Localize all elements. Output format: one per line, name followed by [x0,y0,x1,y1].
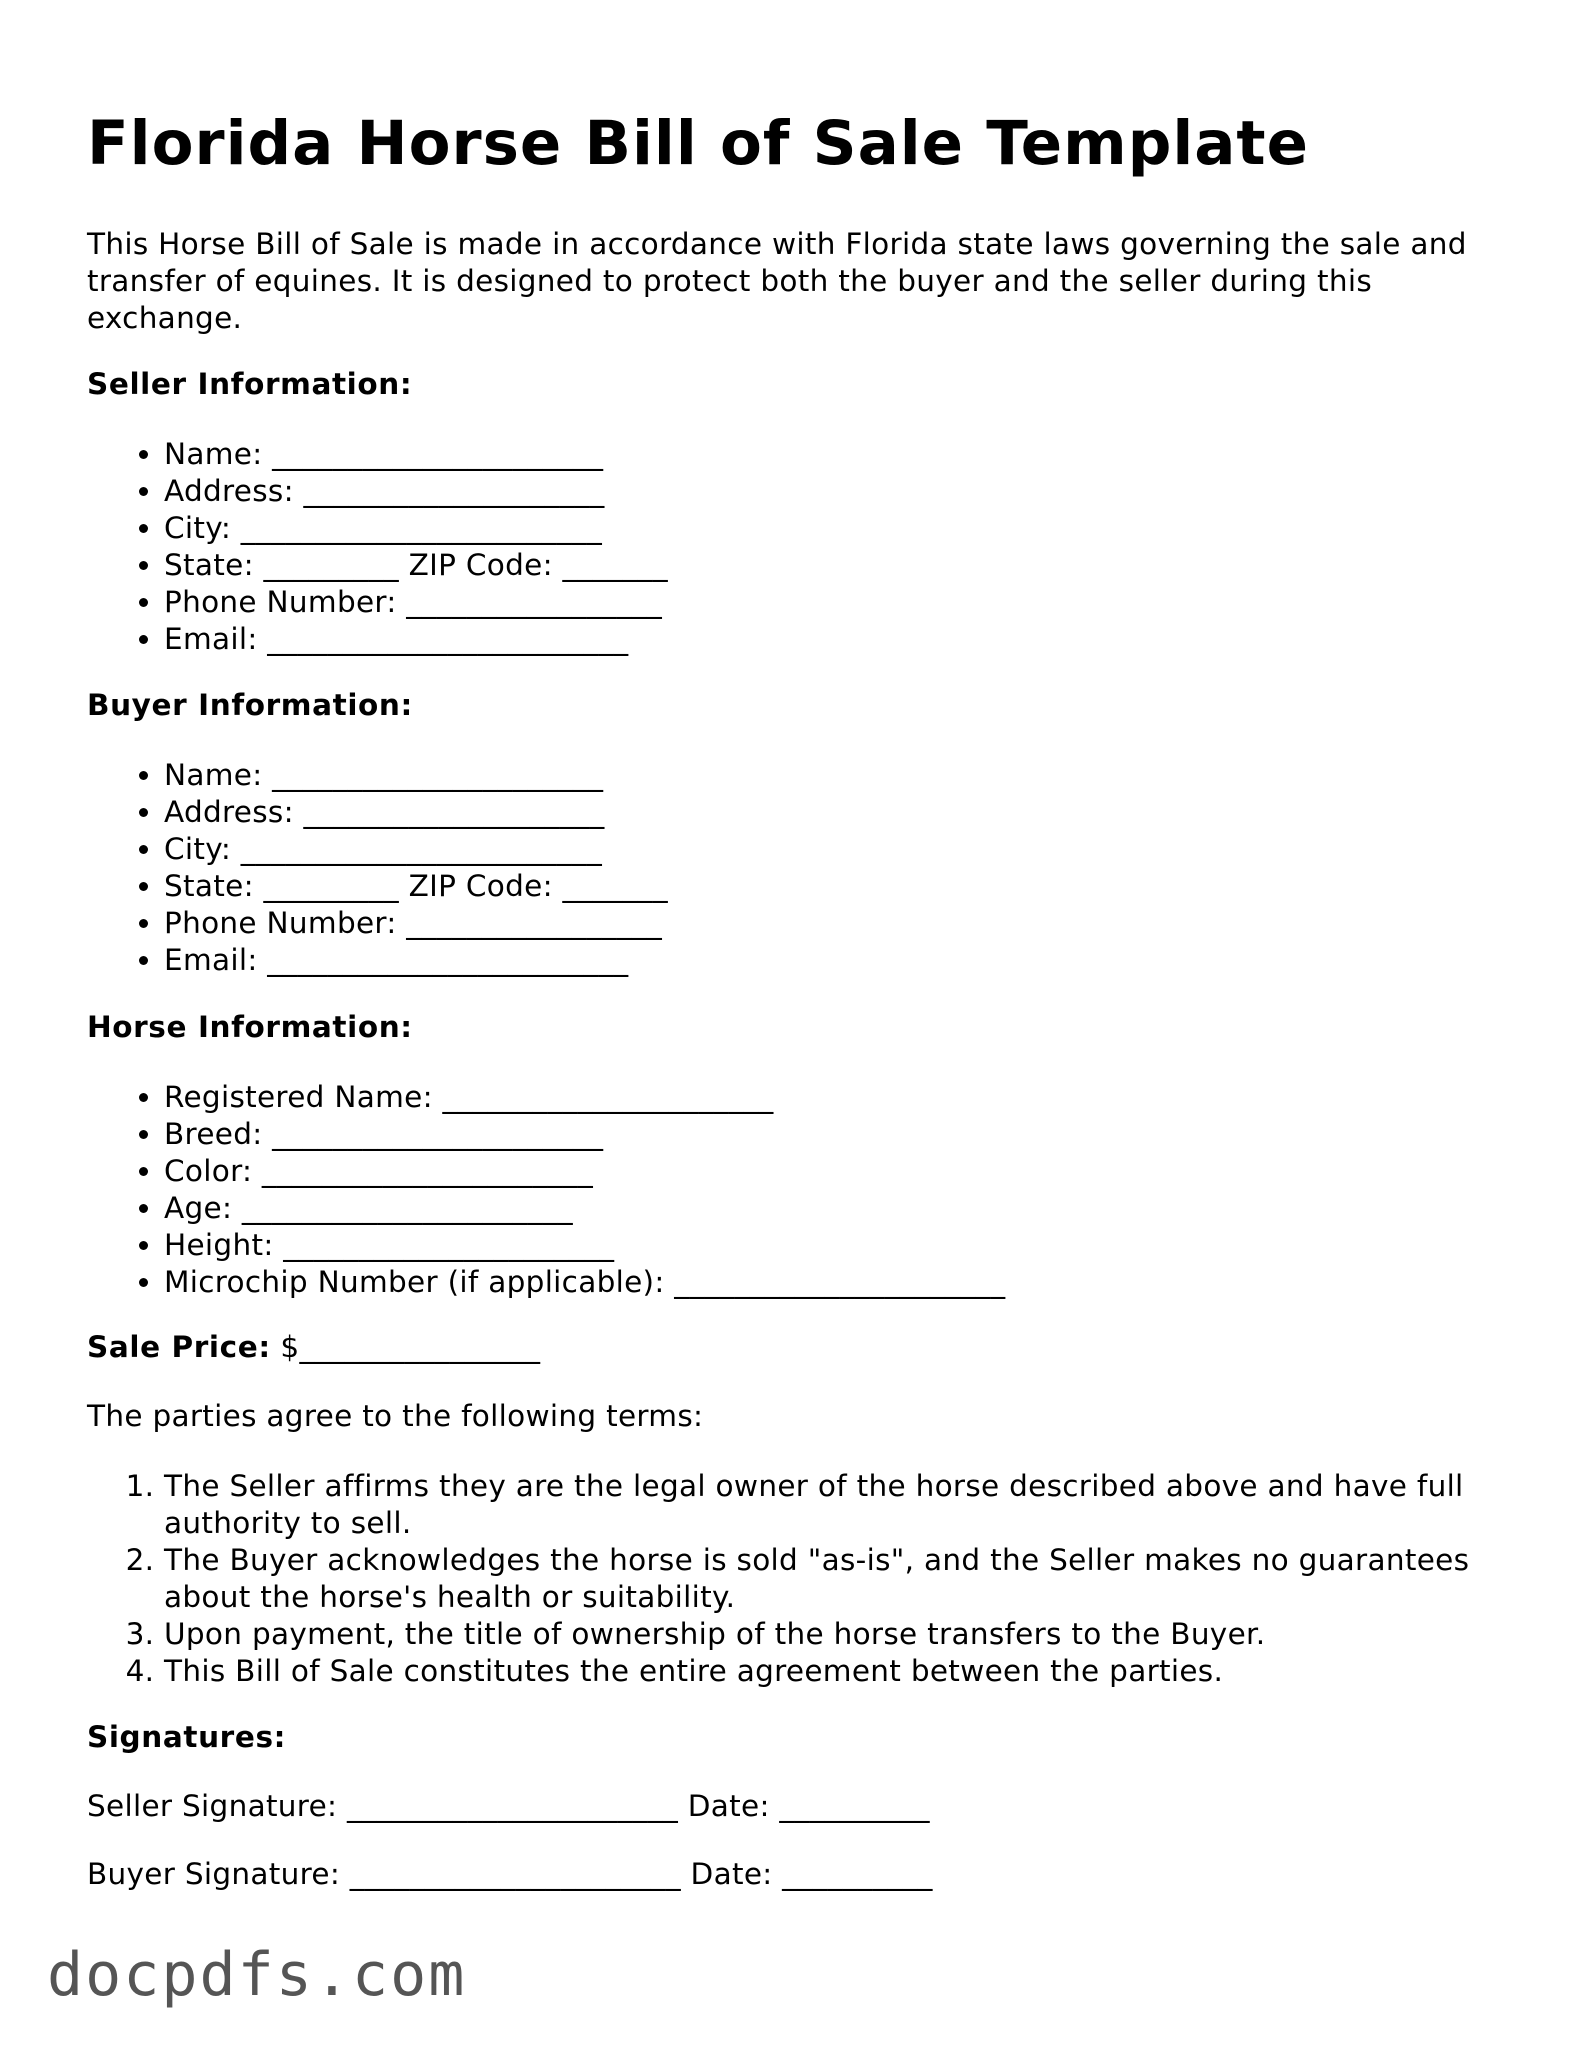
term-item: 3. Upon payment, the title of ownership of the horse transfers to the Buyer. [164,1616,1514,1653]
terms-list [87,1468,1514,1690]
seller-signature-line: Seller Signature: ______________________ Date: __________ [87,1789,930,1823]
horse-microchip-field: • Microchip Number (if applicable): ______________________ [164,1264,1005,1301]
buyer-state-zip-field: • State: _________ ZIP Code: _______ [164,868,668,905]
buyer-phone-field: • Phone Number: _________________ [164,905,668,942]
buyer-city-field: • City: ________________________ [164,831,668,868]
seller-address-field: • Address: ____________________ [164,473,668,510]
horse-heading: Horse Information: [87,1010,413,1044]
horse-breed-field: • Breed: ______________________ [164,1116,1005,1153]
terms-intro: The parties agree to the following terms: [87,1399,704,1433]
sale-price-label: Sale Price: [87,1330,271,1364]
buyer-heading: Buyer Information: [87,688,413,722]
horse-color-field: • Color: ______________________ [164,1153,1005,1190]
buyer-name-field: • Name: ______________________ [164,757,668,794]
signatures-heading: Signatures: [87,1720,286,1754]
seller-state-zip-field: • State: _________ ZIP Code: _______ [164,547,668,584]
sale-price-value: $________________ [280,1330,541,1364]
seller-city-field: • City: ________________________ [164,510,668,547]
term-item: 4. This Bill of Sale constitutes the entire agreement between the parties. [164,1653,1514,1690]
sale-price-line [87,1330,540,1364]
watermark-text: docpdfs.com [47,1940,467,2010]
buyer-signature-line: Buyer Signature: ______________________ Date: __________ [87,1857,933,1891]
seller-name-field: • Name: ______________________ [164,436,668,473]
term-item: 2. The Buyer acknowledges the horse is sold "as-is", and the Seller makes no guarantees about the horse's health or suitability. [164,1542,1514,1616]
term-item: 1. The Seller affirms they are the legal owner of the horse described above and have full authority to sell. [164,1468,1514,1542]
buyer-email-field: • Email: ________________________ [164,942,668,979]
horse-fields [87,1079,1005,1301]
buyer-fields [87,757,668,979]
seller-email-field: • Email: ________________________ [164,621,668,658]
page-title: Florida Horse Bill of Sale Template [87,108,1309,179]
seller-fields [87,436,668,658]
horse-height-field: • Height: ______________________ [164,1227,1005,1264]
seller-heading: Seller Information: [87,367,413,401]
horse-registered-name-field: • Registered Name: ______________________ [164,1079,1005,1116]
intro-paragraph: This Horse Bill of Sale is made in accordance with Florida state laws governing the sale and transfer of equines. It is designed to protect both the buyer and the seller during this exchange. [87,227,1467,335]
seller-phone-field: • Phone Number: _________________ [164,584,668,621]
buyer-address-field: • Address: ____________________ [164,794,668,831]
horse-age-field: • Age: ______________________ [164,1190,1005,1227]
